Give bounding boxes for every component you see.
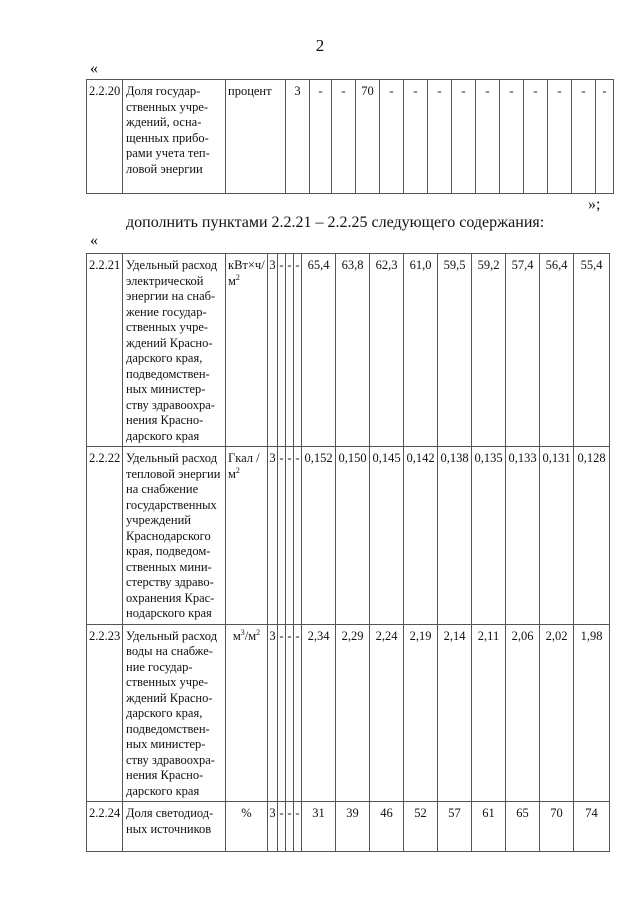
row-unit: [226, 624, 268, 802]
cell-value: 2,06: [506, 624, 540, 802]
cell-value: 2,14: [438, 624, 472, 802]
cell-value: 2,19: [404, 624, 438, 802]
row-description: Доля светодиод-ных источников: [123, 802, 226, 852]
cell: -: [572, 80, 596, 194]
cell: -: [500, 80, 524, 194]
cell-code: 3: [268, 624, 278, 802]
cell-dash: -: [286, 254, 294, 447]
row-unit: [226, 447, 268, 625]
cell: -: [548, 80, 572, 194]
cell-value: 56,4: [540, 254, 574, 447]
cell-dash: -: [294, 802, 302, 852]
cell-value: 2,11: [472, 624, 506, 802]
opening-quote-1: «: [90, 60, 98, 77]
row-unit: [226, 254, 268, 447]
cell-value: 0,150: [336, 447, 370, 625]
cell: -: [428, 80, 452, 194]
unit-text: Гкал /: [228, 451, 260, 465]
cell-value: 46: [370, 802, 404, 852]
cell-value: 2,29: [336, 624, 370, 802]
table-row: [87, 80, 614, 194]
cell: -: [332, 80, 356, 194]
cell-value: 62,3: [370, 254, 404, 447]
unit-text-2: м: [228, 466, 236, 481]
cell-value: 65: [506, 802, 540, 852]
cell-value: 0,133: [506, 447, 540, 625]
cell-code: 3: [268, 802, 278, 852]
closing-quote: »;: [588, 196, 601, 213]
cell-dash: -: [278, 447, 286, 625]
table-items-2-2-21-to-2-2-24: [86, 253, 610, 852]
row-unit: процент: [226, 80, 286, 194]
cell-dash: -: [294, 624, 302, 802]
cell-value: 0,131: [540, 447, 574, 625]
unit-text: кВт×ч/: [228, 258, 265, 272]
table-row: [87, 802, 610, 852]
intro-text: дополнить пунктами 2.2.21 – 2.2.25 следующего содержания:: [126, 214, 545, 231]
unit-superscript: 2: [235, 465, 240, 475]
cell: -: [404, 80, 428, 194]
cell-value: 0,135: [472, 447, 506, 625]
table-row: [87, 254, 610, 447]
cell-value: 61,0: [404, 254, 438, 447]
cell-value: 55,4: [574, 254, 610, 447]
cell-value: 0,138: [438, 447, 472, 625]
row-number: 2.2.20: [87, 80, 123, 194]
cell-value: 65,4: [302, 254, 336, 447]
cell: 70: [356, 80, 380, 194]
cell-dash: -: [278, 254, 286, 447]
cell-value: 59,5: [438, 254, 472, 447]
cell-value: 0,152: [302, 447, 336, 625]
page-number: 2: [315, 36, 325, 55]
cell: -: [452, 80, 476, 194]
cell: -: [310, 80, 332, 194]
cell-value: 2,02: [540, 624, 574, 802]
cell-value: 70: [540, 802, 574, 852]
cell: -: [380, 80, 404, 194]
table-row: [87, 624, 610, 802]
cell-code: 3: [268, 254, 278, 447]
cell-value: 0,142: [404, 447, 438, 625]
cell-value: 61: [472, 802, 506, 852]
cell-dash: -: [278, 802, 286, 852]
row-description: Доля государ-ственных учре-ждений, осна-щенных прибо-рами учета теп-ловой энергии: [123, 80, 226, 194]
row-number: 2.2.21: [87, 254, 123, 447]
cell: -: [524, 80, 548, 194]
opening-quote-2: «: [90, 232, 98, 249]
row-description: Удельный расход электрической энергии на снаб-жение государ-ственных учре-ждений Красно-дарского края, подведомствен-ных министер-ству здравоохра-нения Красно-дарского края: [123, 254, 226, 447]
cell-value: 0,128: [574, 447, 610, 625]
cell-value: 57: [438, 802, 472, 852]
cell-value: 31: [302, 802, 336, 852]
unit-superscript-2: 2: [256, 627, 261, 637]
cell-value: 2,34: [302, 624, 336, 802]
row-description: Удельный расход тепловой энергии на снабжение государственных учреждений Краснодарского края, подведом-ственных мини-стерству здраво-охранения Крас-нодарского края: [123, 447, 226, 625]
cell: 3: [286, 80, 310, 194]
unit-text: м: [232, 628, 241, 643]
cell-dash: -: [286, 447, 294, 625]
unit-superscript: 2: [235, 272, 240, 282]
unit-text-2: м: [228, 273, 236, 288]
cell-value: 74: [574, 802, 610, 852]
unit-text-tail: /м: [244, 628, 257, 643]
cell-value: 2,24: [370, 624, 404, 802]
cell-dash: -: [294, 254, 302, 447]
cell-dash: -: [286, 802, 294, 852]
table-item-2-2-20: [86, 79, 614, 194]
cell-value: 39: [336, 802, 370, 852]
table-row: [87, 447, 610, 625]
row-description: Удельный расход воды на снабже-ние государ-ственных учре-ждений Красно-дарского края, подведомствен-ных министер-ству здравоохра-нения Красно-дарского края: [123, 624, 226, 802]
cell-dash: -: [286, 624, 294, 802]
cell-value: 57,4: [506, 254, 540, 447]
row-number: 2.2.24: [87, 802, 123, 852]
cell-value: 63,8: [336, 254, 370, 447]
cell-value: 52: [404, 802, 438, 852]
unit-superscript: 3: [240, 627, 245, 637]
row-number: 2.2.23: [87, 624, 123, 802]
cell-value: 1,98: [574, 624, 610, 802]
cell: -: [596, 80, 614, 194]
cell-dash: -: [294, 447, 302, 625]
row-number: 2.2.22: [87, 447, 123, 625]
cell-value: 59,2: [472, 254, 506, 447]
row-unit: %: [226, 802, 268, 852]
cell-value: 0,145: [370, 447, 404, 625]
cell-dash: -: [278, 624, 286, 802]
cell-code: 3: [268, 447, 278, 625]
cell: -: [476, 80, 500, 194]
